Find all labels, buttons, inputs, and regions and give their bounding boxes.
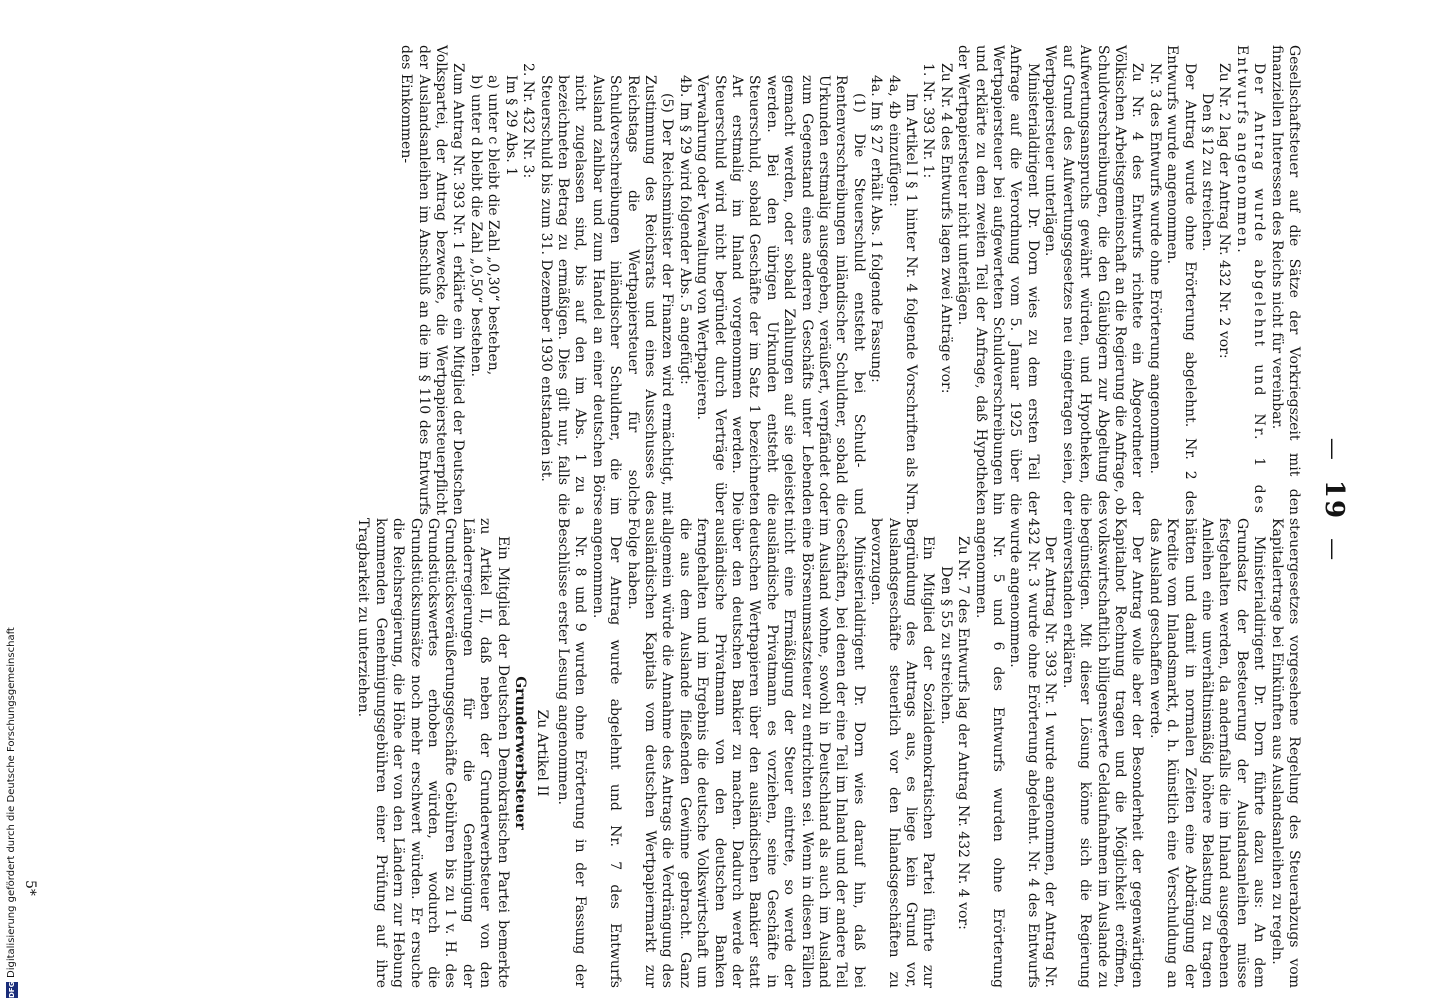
- motion-number: 1. Nr. 393 Nr. 1:: [920, 63, 937, 179]
- paragraph: Nr. 5 und 6 des Entwurfs wurden ohne Erörterung angenommen.: [972, 518, 1007, 988]
- page-number: 19: [1319, 479, 1349, 521]
- motion-item: b) unter d bleibt die Zahl „0,50“ bestehen.: [467, 75, 484, 377]
- digitization-caption: [5, 0, 19, 1000]
- paragraph: Zu Nr. 4 des Entwurfs richtete ein Abgeordneter der Völkischen Arbeitsgemeinschaft an die Regierung die Anfrage, ob Schuldverschreibungen, die den Gläubigern zur Abgeltung des Aufwertungsanspruchs gewährt würden, und Hypotheken, die auf Grund des Aufwertungsgesetzes neu eingetragen seien, der Wertpapiersteuer unterlägen.: [1042, 45, 1146, 515]
- motion-item: 4a. Im § 27 erhält Abs. 1 folgende Fassung:: [868, 75, 885, 383]
- paragraph: Zu Nr. 7 des Entwurfs lag der Antrag Nr. 432 Nr. 4 vor:: [955, 536, 972, 930]
- dfg-logo: DFG: [8, 981, 16, 998]
- right-column: [354, 518, 1302, 988]
- paragraph: Ministerialdirigent Dr. Dorn wies darauf hin, daß bei Geschäften, bei denen der eine Teil im Inland und der andere Teil im Ausland wohne, sowohl in Deutschland als auch im Ausland eine Börsenumsatzsteuer zu entrichten sei. Wenn in diesen Fällen nicht eine Ermäßigung der Steuer eintrete, so werde der ausländische Privatmann es vorziehen, seine Geschäfte in deutschen Wertpapieren über den ausländischen Bankier statt über den deutschen Bankier zu machen. Dadurch werde der ausländische Privatmann von den deutschen Banken ferngehalten und im Ergebnis die deutsche Volkswirtschaft um die aus dem Auslande fließenden Gewinne gebracht. Ganz allgemein würde die Annahme des Antrags die Verdrängung des ausländischen Kapitals vom deutschen Wertpapiermarkt zur Folge haben.: [624, 518, 867, 988]
- motion-item: 4b. Im § 29 wird folgender Abs. 5 angefügt:: [676, 75, 693, 385]
- motion-item: Im § 29 Abs. 1: [502, 75, 519, 177]
- paragraph: Der Antrag Nr. 393 Nr. 1 wurde angenommen, der Antrag Nr. 432 Nr. 3 wurde ohne Erörterung abgelehnt. Nr. 4 des Entwurfs wurde angenommen.: [1007, 518, 1059, 988]
- paragraph: Nr. 8 und 9 wurden ohne Erörterung in der Fassung der Beschlüsse erster Lesung angenommen.: [554, 518, 589, 988]
- paragraph: Ministerialdirigent Dr. Dorn wies zu dem ersten Teil der Anfrage auf die Verordnung vom 5. Januar 1925 über die Wertpapiersteuer bei aufgewerteten Schuldverschreibungen hin und erklärte zu dem zweiten Teil der Anfrage, daß Hypotheken der Wertpapiersteuer nicht unterlägen.: [955, 45, 1041, 515]
- quoted-motion: (1) Die Steuerschuld entsteht bei Schuld- und Rentenverschreibungen inländischer Schuldner, sobald die Urkunden erstmalig ausgegeben, veräußert, verpfändet oder zum Gegenstand eines anderen Geschäfts unter Lebenden gemacht werden, oder sobald Zahlungen auf sie geleistet werden. Bei den übrigen Urkunden entsteht die Steuerschuld, sobald Geschäfte der im Satz 1 bezeichneten Art erstmalig im Inland vorgenommen werden. Die Steuerschuld wird nicht begründet durch Verträge über Verwahrung oder Verwaltung von Wertpapieren.: [694, 75, 867, 515]
- signature-mark: 5*: [22, 880, 38, 896]
- left-column: [397, 45, 1302, 515]
- quoted-motion: (5) Der Reichsminister der Finanzen wird ermächtigt, mit Zustimmung des Reichsrats und eines Ausschusses des Reichstags die Wertpapiersteuer für solche Schuldverschreibungen inländischer Schuldner, die im Ausland zahlbar und zum Handel an einer deutschen Börse nicht zugelassen sind, bis auf den im Abs. 1 zu a bezeichneten Betrag zu ermäßigen. Dies gilt nur, falls die Steuerschuld bis zum 31. Dezember 1930 entstanden ist.: [537, 75, 676, 515]
- paragraph: Zu Nr. 2 lag der Antrag Nr. 432 Nr. 2 vor:: [1216, 63, 1233, 359]
- paragraph: Der Antrag wurde ohne Erörterung abgelehnt. Nr. 2 des Entwurfs wurde angenommen.: [1164, 45, 1198, 515]
- paragraph: Nr. 3 des Entwurfs wurde ohne Erörterung angenommen.: [1146, 63, 1163, 474]
- page-header: [1319, 0, 1349, 1000]
- paragraph: Gesellschaftsteuer auf die Sätze der Vorkriegszeit mit den finanziellen Interessen des Reichs nicht für vereinbar.: [1268, 45, 1302, 515]
- motion-number: 2. Nr. 432 Nr. 3:: [520, 63, 537, 179]
- header-dash-left: —: [1320, 437, 1345, 462]
- paragraph: Ministerialdirigent Dr. Dorn führte dazu aus: An dem Grundsatz der Besteuerung der Auslandsanleihen müsse festgehalten werden, da andernfalls die im Inland ausgegebenen Anleihen eine unverhältnismäßig höhere Belastung zu tragen hätten und damit in normalen Zeiten eine Abdrängung der Kredite vom Inlandsmarkt, d. h. künstlich eine Verschuldung an das Ausland geschaffen werde.: [1146, 518, 1268, 988]
- caption-text: Digitalisierung gefördert durch die Deutsche Forschungsgemeinschaft: [6, 627, 17, 978]
- quoted-motion: Den § 55 zu streichen.: [937, 566, 954, 725]
- paragraph: Zu Nr. 4 des Entwurfs lagen zwei Anträge vor:: [937, 63, 954, 394]
- paragraph: Der Antrag wurde abgelehnt und Nr. 7 des Entwurfs angenommen.: [589, 518, 624, 988]
- paragraph: Der Antrag wolle aber der Besonderheit der gegenwärtigen Kapitalnot Rechnung tragen und die Möglichkeit eröffnen, volkswirtschaftlich billigenswerte Geldaufnahmen im Auslande zu begünstigen. Mit dieser Lösung könne sich die Regierung einverstanden erklären.: [1059, 518, 1146, 988]
- section-title: Zu Artikel II: [533, 709, 550, 797]
- motion-item: a) unter c bleibt die Zahl „0,30“ bestehen,: [485, 75, 502, 376]
- quoted-motion: Im Artikel I § 1 hinter Nr. 4 folgende Vorschriften als Nrn. 4a, 4b einzufügen:: [885, 75, 920, 515]
- paragraph: Ein Mitglied der Sozialdemokratischen Partei führte zur Begründung des Antrags aus, es liege kein Grund vor, Auslandsgeschäfte steuerlich vor den Inlandsgeschäften zu bevorzugen.: [868, 518, 937, 988]
- paragraph: Der Antrag wurde abgelehnt und Nr. 1 des Entwurfs angenommen.: [1233, 45, 1268, 515]
- paragraph: Zum Antrag Nr. 393 Nr. 1 erklärte ein Mitglied der Deutschen Volkspartei, der Antrag bezwecke, die Wertpapiersteuerpflicht der Auslandsanleihen im Anschluß an die im § 110 des Entwurfs des Einkommen-: [398, 45, 467, 515]
- header-dash-right: —: [1320, 538, 1345, 563]
- quoted-motion: Den § 12 zu streichen.: [1198, 93, 1215, 252]
- paragraph: Ein Mitglied der Deutschen Demokratischen Partei bemerkte zu Artikel II, daß neben der Grunderwerbsteuer von den Länderregierungen für die Genehmigung der Grundstücksveräußerungsgeschäfte Gebühren bis zu 1 v. H. des Grundstückswertes erhoben würden, wodurch die Grundstücksumsätze noch mehr erschwert würden. Er ersuche die Reichsregierung, die Höhe der von den Ländern zur Hebung kommenden Genehmigungsgebühren einer Prüfung auf ihre Tragbarkeit zu unterziehen.: [355, 518, 511, 988]
- paragraph: steuergesetzes vorgesehene Regelung des Steuerabzugs vom Kapitalertrage bei Einkünften aus Auslandsanleihen zu regeln.: [1268, 518, 1302, 988]
- section-heading: Grunderwerbsteuer: [512, 676, 529, 830]
